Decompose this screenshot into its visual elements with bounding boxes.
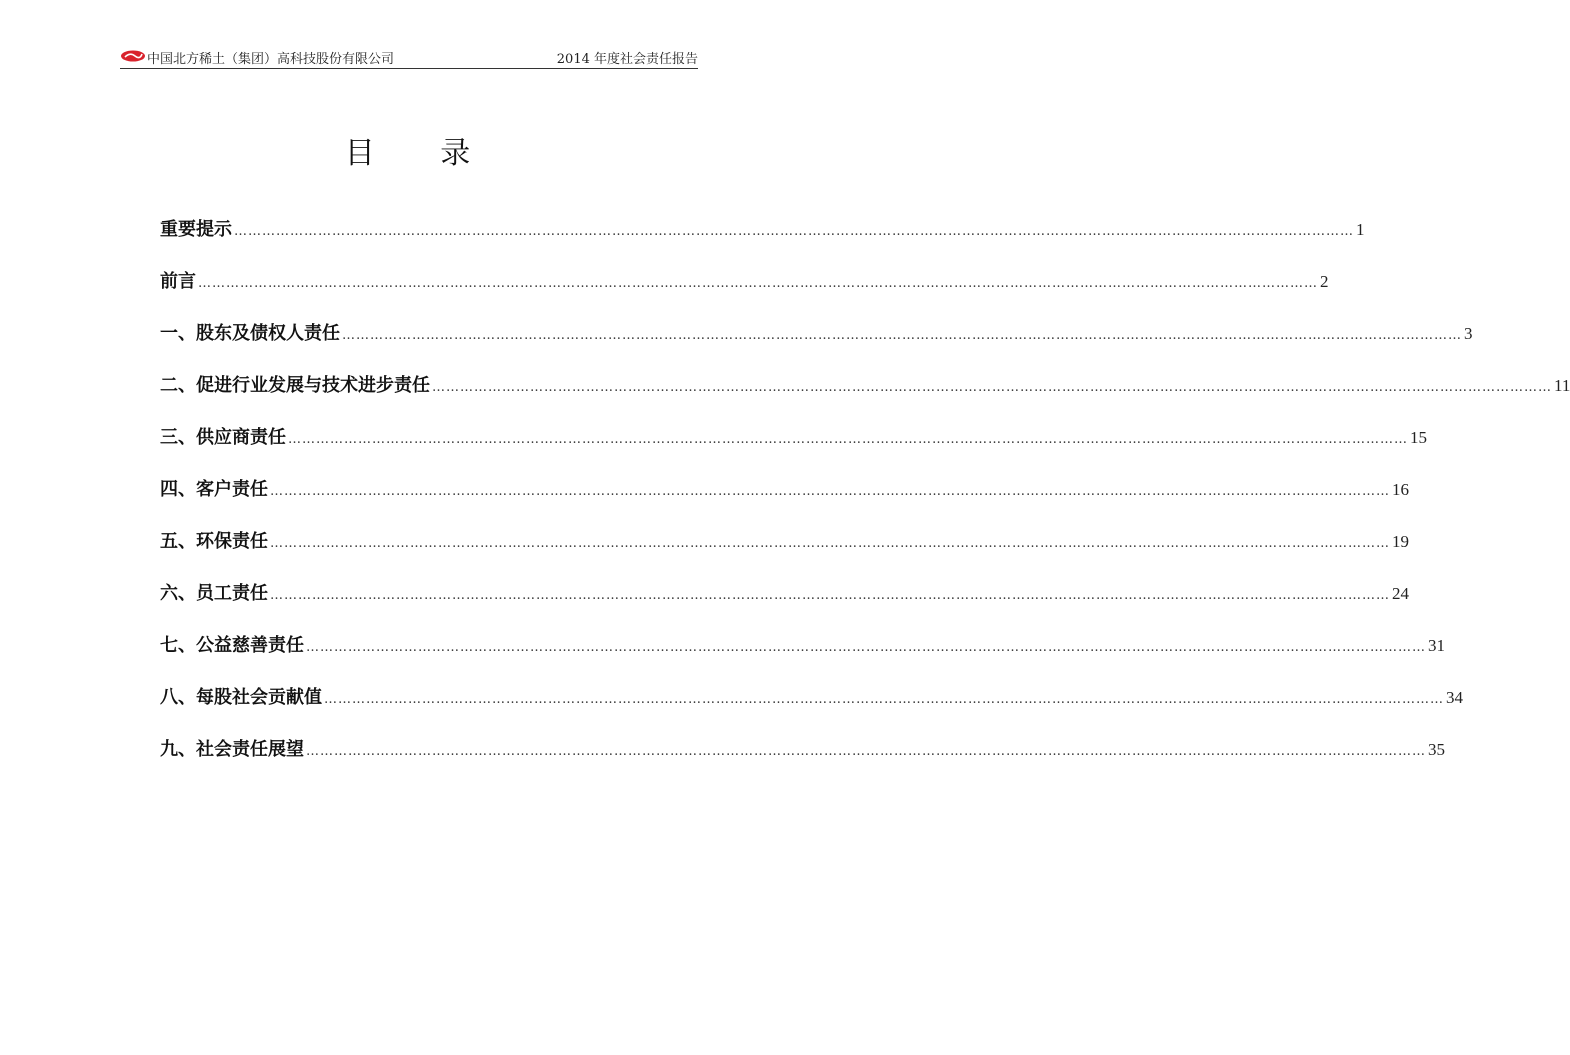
- page-title: 目 录: [344, 136, 499, 171]
- toc-page-number: 34: [1446, 688, 1463, 707]
- toc-item[interactable]: [160, 634, 1445, 686]
- toc-page-number: 3: [1464, 324, 1473, 343]
- toc-item[interactable]: [160, 270, 1329, 322]
- toc-leader-dots: ……………………………………………………………………………………………………………………………………………………………………………………………………………………: [306, 744, 1426, 759]
- toc-item-label: 四、客户责任: [160, 479, 268, 500]
- toc-page-number: 15: [1410, 428, 1427, 447]
- toc-leader-dots: ……………………………………………………………………………………………………………………………………………………………………………………………………………………: [306, 640, 1426, 655]
- toc-item-label: 前言: [160, 271, 196, 292]
- company-logo-icon: [120, 49, 146, 63]
- toc-page-number: 35: [1428, 740, 1445, 759]
- toc-item[interactable]: [160, 478, 1409, 530]
- toc-item[interactable]: [160, 374, 1570, 426]
- toc-page-number: 24: [1392, 584, 1409, 603]
- toc-item[interactable]: [160, 686, 1463, 738]
- report-title: 2014 年度社会责任报告: [556, 52, 698, 67]
- toc-page-number: 11: [1554, 376, 1570, 395]
- toc-page-number: 31: [1428, 636, 1445, 655]
- toc-page-number: 19: [1392, 532, 1409, 551]
- toc-leader-dots: ……………………………………………………………………………………………………………………………………………………………………………………………………………………: [324, 692, 1444, 707]
- toc-item[interactable]: [160, 218, 1365, 270]
- toc-leader-dots: ……………………………………………………………………………………………………………………………………………………………………………………………………………………: [288, 432, 1408, 447]
- toc-leader-dots: ……………………………………………………………………………………………………………………………………………………………………………………………………………………: [234, 224, 1354, 239]
- toc-leader-dots: ……………………………………………………………………………………………………………………………………………………………………………………………………………………: [270, 484, 1390, 499]
- toc-page-number: 2: [1320, 272, 1329, 291]
- toc-item-label: 九、社会责任展望: [160, 739, 304, 760]
- toc-item-label: 七、公益慈善责任: [160, 635, 304, 656]
- toc-leader-dots: ……………………………………………………………………………………………………………………………………………………………………………………………………………………: [198, 276, 1318, 291]
- page-header: [120, 46, 698, 69]
- toc-item[interactable]: [160, 322, 1473, 374]
- toc-leader-dots: ……………………………………………………………………………………………………………………………………………………………………………………………………………………: [432, 380, 1552, 395]
- table-of-contents: [160, 218, 1570, 790]
- toc-item[interactable]: [160, 530, 1409, 582]
- toc-item-label: 一、股东及债权人责任: [160, 323, 340, 344]
- toc-leader-dots: ……………………………………………………………………………………………………………………………………………………………………………………………………………………: [270, 536, 1390, 551]
- toc-item[interactable]: [160, 738, 1445, 790]
- toc-item-label: 六、员工责任: [160, 583, 268, 604]
- company-name: 中国北方稀土（集团）高科技股份有限公司: [147, 52, 395, 67]
- toc-leader-dots: ……………………………………………………………………………………………………………………………………………………………………………………………………………………: [342, 328, 1462, 343]
- toc-item-label: 八、每股社会贡献值: [160, 687, 322, 708]
- toc-item[interactable]: [160, 426, 1427, 478]
- toc-leader-dots: ……………………………………………………………………………………………………………………………………………………………………………………………………………………: [270, 588, 1390, 603]
- toc-item-label: 二、促进行业发展与技术进步责任: [160, 375, 430, 396]
- toc-item-label: 重要提示: [160, 219, 232, 240]
- toc-item[interactable]: [160, 582, 1409, 634]
- toc-item-label: 三、供应商责任: [160, 427, 286, 448]
- toc-item-label: 五、环保责任: [160, 531, 268, 552]
- toc-page-number: 16: [1392, 480, 1409, 499]
- toc-page-number: 1: [1356, 220, 1365, 239]
